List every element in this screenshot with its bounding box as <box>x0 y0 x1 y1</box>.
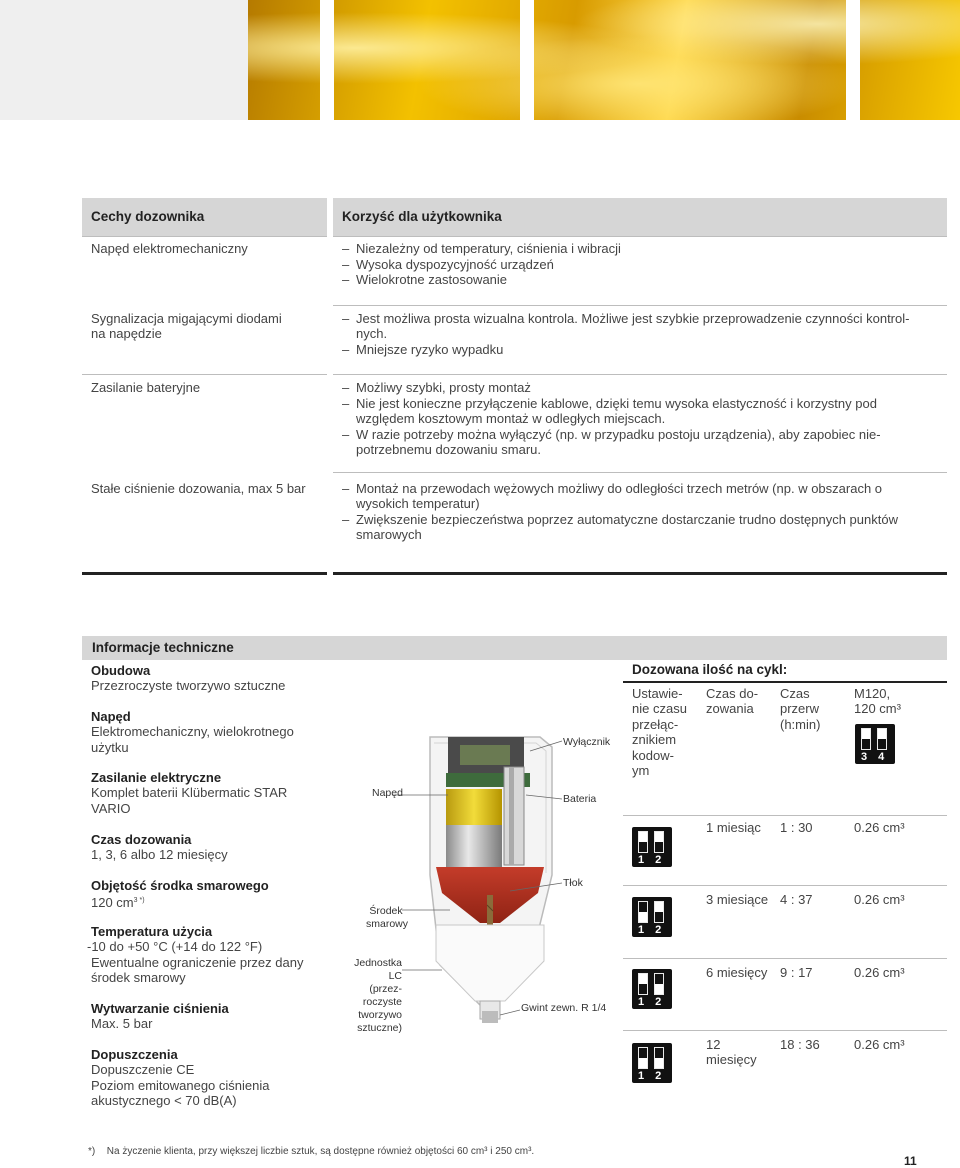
row-divider <box>623 815 947 816</box>
table-row <box>82 481 947 543</box>
switch-slot <box>861 728 871 750</box>
table-row <box>82 241 947 288</box>
spec-value: 1, 3, 6 albo 12 miesięcy <box>91 847 228 863</box>
label-switch: Wyłącznik <box>563 736 611 748</box>
label-lc-unit <box>338 957 402 1035</box>
tech-info-heading: Informacje techniczne <box>82 636 947 660</box>
spec-value: użytku <box>91 739 129 755</box>
switch-slot <box>654 901 664 923</box>
header-line: nie czasu <box>632 701 687 717</box>
dosage-header-col1 <box>632 686 687 778</box>
footnote-marker: *) <box>88 1146 96 1157</box>
spec-title: Dopuszczenia <box>91 1047 178 1062</box>
feature-cell: Stałe ciśnienie dozowania, max 5 bar <box>91 480 306 496</box>
benefit-cell <box>333 311 947 358</box>
switch-knob <box>655 832 663 842</box>
dosage-time: 6 miesięcy <box>706 965 768 980</box>
feature-cell: Sygnalizacja migającymi diodami na napędzie <box>91 310 282 341</box>
spec-title: Napęd <box>91 709 131 724</box>
row-divider <box>623 958 947 959</box>
feature-cell: Zasilanie bateryjne <box>91 380 201 395</box>
benefit-cell <box>333 481 947 543</box>
spec-approvals <box>91 1047 331 1109</box>
dosage-header-col2 <box>706 686 758 717</box>
table-bottom-rule <box>82 572 327 575</box>
dip-switch-icon <box>632 827 672 867</box>
banner-divider <box>846 0 860 120</box>
header-line: przełąc- <box>632 716 679 732</box>
spec-title: Czas dozowania <box>91 832 192 847</box>
header-line: kodow- <box>632 747 674 763</box>
switch-slot <box>654 973 664 995</box>
switch-slot <box>638 831 648 853</box>
table-row <box>82 380 947 458</box>
label-line: tworzywo <box>358 1009 402 1021</box>
label-line: sztuczne) <box>357 1022 402 1034</box>
dip-switch-icon <box>855 724 895 764</box>
switch-numbers: 1 2 <box>638 854 666 866</box>
switch-numbers: 3 4 <box>861 751 889 763</box>
row-divider <box>82 236 327 237</box>
label-line: smarowy <box>366 918 409 930</box>
spec-value: Poziom emitowanego ciśnienia <box>91 1077 270 1093</box>
switch-numbers: 1 2 <box>638 1070 666 1082</box>
dosage-pause: 9 : 17 <box>780 965 813 980</box>
spec-value: Max. 5 bar <box>91 1016 153 1032</box>
label-thread: Gwint zewn. R 1/4 <box>521 1002 607 1014</box>
benefit-cell <box>333 241 947 288</box>
table-bottom-rule <box>333 572 947 575</box>
spec-value: Komplet baterii Klübermatic STAR <box>91 785 288 801</box>
label-line: Jednostka LC <box>354 957 402 982</box>
switch-knob <box>655 1058 663 1068</box>
spec-temperature <box>87 924 331 986</box>
dosage-volume: 0.26 cm³ <box>854 820 905 835</box>
switch-knob <box>878 729 886 739</box>
dip-switch-icon <box>632 897 672 937</box>
label-line: Środek <box>369 905 403 917</box>
feature-cell: Napęd elektromechaniczny <box>91 241 248 256</box>
benefit-item: – Możliwy szybki, prosty montaż <box>342 380 938 396</box>
spec-value-text: 120 cm <box>91 895 134 911</box>
dosage-volume: 0.26 cm³ <box>854 965 905 980</box>
dosage-pause: 18 : 36 <box>780 1037 820 1052</box>
header-line: przerw <box>780 701 820 717</box>
benefit-item: – Niezależny od temperatury, ciśnienia i wibracji <box>342 241 938 257</box>
row-divider <box>623 1030 947 1031</box>
spec-volume <box>91 878 331 911</box>
spec-value: środek smarowy <box>91 970 186 986</box>
header-line: zowania <box>706 701 754 717</box>
benefit-item: – Wysoka dyspozycyjność urządzeń <box>342 257 938 273</box>
spec-value: -10 do +50 °C (+14 do 122 °F) <box>87 939 263 955</box>
switch-slot <box>638 901 648 923</box>
header-line: (h:min) <box>780 716 821 732</box>
row-divider <box>333 472 947 473</box>
benefit-item: – Zwiększenie bezpieczeństwa poprzez automatyczne dostarczanie trudno dostępnych punktów smarowych <box>342 512 938 543</box>
dosage-pause: 4 : 37 <box>780 892 813 907</box>
dosage-pause: 1 : 30 <box>780 820 813 835</box>
header-line: Czas do- <box>706 686 759 701</box>
spec-pressure <box>91 1001 331 1032</box>
header-banner <box>0 0 960 120</box>
label-line: roczyste <box>362 996 402 1008</box>
switch-numbers: 1 2 <box>638 996 666 1008</box>
table-row <box>82 311 947 358</box>
dosage-time: 3 miesiące <box>706 892 769 907</box>
row-divider <box>333 305 947 306</box>
dip-switch-icon <box>632 969 672 1009</box>
spec-power <box>91 770 331 816</box>
spec-title: Wytwarzanie ciśnienia <box>91 1001 229 1016</box>
spec-dosing-time <box>91 832 331 863</box>
label-lubricant <box>366 905 409 931</box>
spec-title: Obudowa <box>91 663 151 678</box>
switch-knob <box>862 729 870 739</box>
switch-knob <box>639 912 647 922</box>
banner-divider <box>320 0 334 120</box>
switch-slot <box>877 728 887 750</box>
benefit-item: – W razie potrzeby można wyłączyć (np. w przypadku postoju urządzenia), aby zapobiec nie-potrzebnemu dozowaniu smaru. <box>342 427 938 458</box>
features-table-header <box>82 198 947 236</box>
footnote-text: Na życzenie klienta, przy większej liczbie sztuk, są dostępne również objętości 60 cm³ i 250 cm³. <box>106 1146 535 1157</box>
dosage-time: 12 miesięcy <box>706 1037 757 1068</box>
dip-switch-icon <box>632 1043 672 1083</box>
features-table <box>82 198 947 543</box>
label-line: (przez- <box>369 983 402 995</box>
benefit-item: – Jest możliwa prosta wizualna kontrola. Możliwe jest szybkie przeprowadzenie czynności kontrol-nych. <box>342 311 938 342</box>
dosage-time: 1 miesiąc <box>706 820 761 835</box>
row-divider <box>333 236 947 237</box>
header-line: znikiem <box>632 732 677 748</box>
dosage-title-rule <box>623 681 947 683</box>
switch-knob <box>639 974 647 984</box>
spec-value: VARIO <box>91 800 131 816</box>
banner-divider <box>520 0 534 120</box>
spec-value: Elektromechaniczny, wielokrotnego <box>91 724 294 740</box>
spec-value: Dopuszczenie CE <box>91 1062 195 1078</box>
row-divider <box>82 374 327 375</box>
spec-value: Ewentualne ograniczenie przez dany <box>91 954 304 970</box>
dosage-title: Dozowana ilość na cykl: <box>632 662 788 677</box>
benefit-item: – Wielokrotne zastosowanie <box>342 272 938 288</box>
footnote-ref: 3 *) <box>133 897 145 905</box>
spec-housing <box>91 663 331 694</box>
benefit-item: – Mniejsze ryzyko wypadku <box>342 342 938 358</box>
label-drive: Napęd <box>372 787 403 799</box>
header-line: ym <box>632 763 650 779</box>
header-line: Ustawie- <box>632 686 683 701</box>
spec-title: Objętość środka smarowego <box>91 878 269 893</box>
switch-slot <box>638 973 648 995</box>
switch-knob <box>639 1058 647 1068</box>
dosage-header-col4 <box>854 686 901 717</box>
header-feature: Cechy dozownika <box>82 198 327 236</box>
header-line: Czas <box>780 686 810 701</box>
footnote <box>88 1146 534 1157</box>
spec-title: Temperatura użycia <box>91 924 213 939</box>
switch-slot <box>654 831 664 853</box>
benefit-item: – Nie jest konieczne przyłączenie kablowe, dzięki temu wysoka elastyczność i korzystny pod względem kosztowym montaż w odległych miejscach. <box>342 396 938 427</box>
header-line: M120, <box>854 686 891 701</box>
dosage-volume: 0.26 cm³ <box>854 892 905 907</box>
switch-knob <box>655 984 663 994</box>
page-number: 11 <box>904 1154 917 1168</box>
row-divider <box>623 885 947 886</box>
dispenser-diagram <box>330 725 620 1035</box>
spec-value: akustycznego < 70 dB(A) <box>91 1093 237 1109</box>
switch-slot <box>654 1047 664 1069</box>
spec-value <box>91 893 331 910</box>
spec-drive <box>91 709 331 755</box>
row-divider <box>333 374 947 375</box>
dosage-volume: 0.26 cm³ <box>854 1037 905 1052</box>
spec-value: Przezroczyste tworzywo sztuczne <box>91 678 286 694</box>
switch-knob <box>639 832 647 842</box>
label-battery: Bateria <box>563 793 597 805</box>
switch-knob <box>655 902 663 912</box>
header-line: 120 cm³ <box>854 701 901 717</box>
benefit-item: – Montaż na przewodach wężowych możliwy do odległości trzech metrów (np. w obszarach o wysokich temperatur) <box>342 481 938 512</box>
spec-title: Zasilanie elektryczne <box>91 770 222 785</box>
header-benefit: Korzyść dla użytkownika <box>333 198 947 236</box>
switch-slot <box>638 1047 648 1069</box>
switch-numbers: 1 2 <box>638 924 666 936</box>
dosage-header-col3 <box>780 686 820 732</box>
benefit-cell <box>333 380 947 458</box>
label-piston: Tłok <box>563 877 583 889</box>
